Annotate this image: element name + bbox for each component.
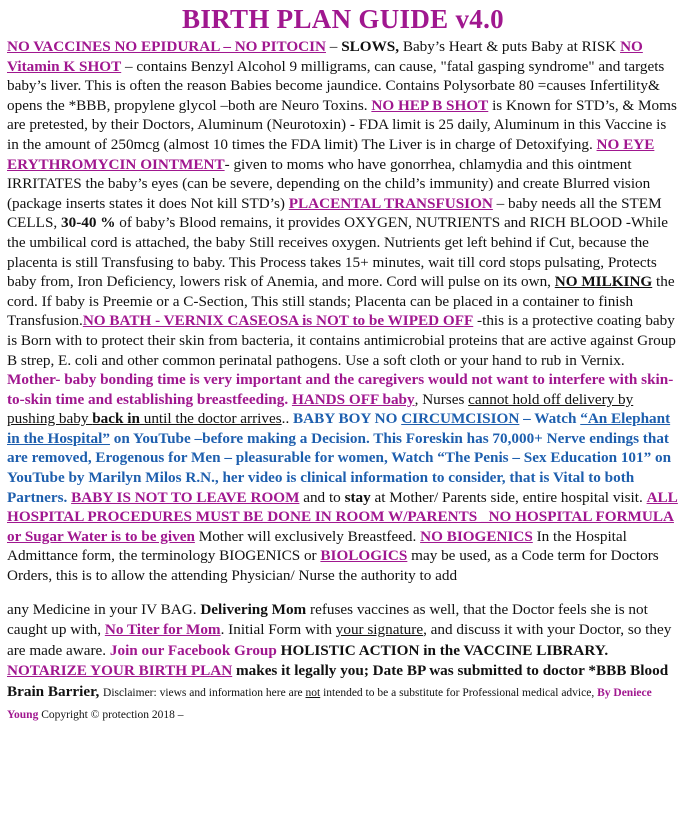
eye-ointment-heading: NO EYE ERYTHROMYCIN OINTMENT [7,135,655,173]
foreskin-text: on YouTube –before making a Decision. This Foreskin has 70,000+ Nerve endings that are removed, Erogenous for Men – pleasurable for women, Watch “The Penis – Sex Education 101” on YouTube by Marilyn Milos R.N., her video is clinical information to consider, that is Vital to both Partners. [7,429,672,506]
delivering-mom-text: Delivering Mom [200,600,307,618]
hep-b-heading: NO HEP B SHOT [371,96,489,114]
breastfeed-text: Mother will exclusively Breastfeed. [194,527,421,545]
biologics-text: BIOLOGICS [320,547,408,565]
placental-text-1: – baby needs all the STEM CELLS, [7,194,662,232]
not-leave-room-heading: BABY IS NOT TO LEAVE ROOM [71,488,300,506]
biogenics-text-1: In the Hospital Admittance form, the terminology BIOGENICS or [7,527,627,565]
discuss-text: , and discuss it with your Doctor, so they are made aware. [7,621,672,659]
vitamin-k-heading: NO Vitamin K SHOT [7,38,643,75]
no-milking-text: NO MILKING [554,273,653,291]
disclaimer-not: not [305,687,321,699]
join-group-text: Join our Facebook Group [109,641,277,659]
stem-cell-percent: 30-40 % [61,214,116,232]
signature-text: your signature [335,621,424,639]
placental-text-2: of baby’s Blood remains, it provides OXYGEN, NUTRIENTS and RICH BLOOD -While the umbilical cord is attached, the baby Still receives oxygen. Nutrients get left behind if Cut, because the placenta is still Transfusing to baby. This Process takes 15+ minutes, wait till cord stops pulsating, Protects baby from, Iron Deficiency, lowers risk of Anemia, and more. Cord will pulse on its own, [7,214,669,291]
no-biogenics-heading: NO BIOGENICS [420,527,533,545]
disclaimer-text-1: Disclaimer: views and information here are [103,687,306,699]
copyright-text: Copyright © protection 2018 – [38,708,184,721]
circumcision-text: CIRCUMCISION [401,410,520,428]
placental-transfusion-heading: PLACENTAL TRANSFUSION [288,194,493,212]
ellipsis-text: .. [281,410,294,428]
placental-text-3: the cord. If baby is Preemie or a C-Section, This still stands; Placenta can be placed in a container to finish Transfusion. [7,273,675,330]
and-to-text: and to [299,488,345,506]
refuses-text: refuses vaccines as well, that the Doctor feels she is not caught up with, [7,600,648,639]
notarize-heading: NOTARIZE YOUR BIRTH PLAN [7,662,233,680]
watch-text: – Watch [519,410,581,428]
hep-b-text: is Known for STD’s, & Moms are pretested, by their Doctors, Aluminum (Neurotoxin) - FDA limit is 25 daily, Aluminum in this Vaccine is in the amount of 250mcg (almost 10 times the FDA limit) The Liver is in charge of Detoxifying. [7,96,677,153]
doctor-arrives-text: until the doctor arrives [139,410,282,428]
nurses-text: , Nurses [414,390,469,408]
legal-text: makes it legally you; Date BP was submitted to doctor *BBB Blood Brain Barrier, [7,662,669,700]
elephant-title: “An Elephant in the Hospital” [7,410,671,447]
no-titer-text: No Titer for Mom [104,621,221,639]
iv-bag-text: any Medicine in your IV BAG. [7,600,201,618]
slows-text: SLOWS, [341,38,400,55]
vitamin-k-text: – contains Benzyl Alcohol 9 milligrams, can cause, "fatal gasping syndrome" and targets baby’s liver. This is often the reason Babies become jaundice. Contains Polysorbate 80 =causes Infertility& opens the *BBB, propylene glycol –both are Neuro Toxins. [7,57,665,114]
no-bath-heading: NO BATH - VERNIX CASEOSA is NOT to be WIPED OFF [82,312,474,330]
hands-off-heading: HANDS OFF baby [291,390,415,408]
disclaimer-text-2: intended to be a substitute for Professional medical advice, [320,687,598,699]
baby-boy-text: BABY BOY NO [293,410,402,428]
dash: – [326,38,342,55]
back-in-text: back in [92,410,140,428]
parents-side-text: at Mother/ Parents side, entire hospital visit. [370,488,647,506]
author-credit: By Deniece Young [7,687,652,721]
hospital-procedures-heading: ALL HOSPITAL PROCEDURES MUST BE DONE IN ROOM W/PARENTS _NO HOSPITAL FORMULA or Sugar Water is to be given [7,488,678,545]
vernix-text: -this is a protective coating baby is Born with to protect their skin from bacteria, it contains antimicrobial proteins that are active against Group B strep, E. coli and other common perinatal pathogens. Use a soft cloth or your hand to rub in Vernix. [7,312,676,369]
biogenics-text-2: may be used, as a Code term for Doctors Orders, this is to allow the attending Physician/ Nurse the authority to add [7,547,659,585]
stay-text: stay [344,488,371,506]
slows-detail: Baby’s Heart & puts Baby at RISK [399,38,621,55]
bonding-text: Mother- baby bonding time is very important and the caregivers would not want to interfere with skin-to-skin time and establishing breastfeeding. [7,371,674,408]
document-title: BIRTH PLAN GUIDE v4.0 [182,4,504,34]
cannot-hold-text: cannot hold off delivery by pushing baby [7,390,634,428]
document-body-lower [7,600,679,726]
group-name-text: HOLISTIC ACTION in the VACCINE LIBRARY. [276,641,609,659]
document-body-upper [7,37,679,586]
eye-ointment-text: - given to moms who have gonorrhea, chlamydia and this ointment IRRITATES the baby’s eyes (can be severe, depending on the child’s immunity) and create Blurred vision (package inserts states it does Not kill STD’s) [7,155,651,212]
initial-form-text: . Initial Form with [220,621,336,639]
no-vaccines-heading: NO VACCINES NO EPIDURAL – NO PITOCIN [7,38,326,55]
